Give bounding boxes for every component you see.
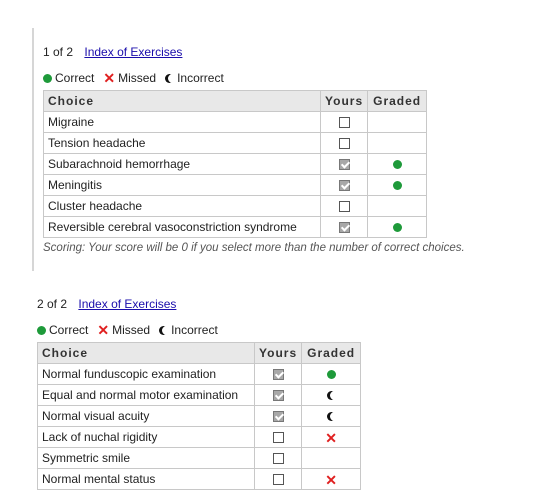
legend-missed — [103, 70, 156, 86]
unchecked-checkbox[interactable] — [339, 117, 350, 128]
column-header-choice: Choice — [44, 91, 321, 112]
correct-dot-icon — [393, 160, 402, 169]
yours-cell — [255, 427, 302, 448]
legend-correct — [37, 322, 88, 338]
exercise-1-divider — [32, 28, 34, 271]
choice-label: Symmetric smile — [38, 448, 255, 469]
table-row — [44, 217, 427, 238]
table-row — [38, 406, 361, 427]
incorrect-moon-icon — [165, 74, 174, 83]
graded-cell — [368, 112, 427, 133]
legend-incorrect — [159, 322, 218, 338]
choice-label: Lack of nuchal rigidity — [38, 427, 255, 448]
table-row — [38, 364, 361, 385]
legend-correct-label: Correct — [49, 323, 89, 337]
index-of-exercises-link[interactable]: Index of Exercises — [84, 45, 183, 59]
column-header-choice: Choice — [38, 343, 255, 364]
table-body — [44, 112, 427, 238]
scoring-note: Scoring: Your score will be 0 if you select more than the number of correct choices. — [43, 242, 465, 254]
table-row — [44, 175, 427, 196]
checked-checkbox[interactable] — [339, 222, 350, 233]
choice-label: Subarachnoid hemorrhage — [44, 154, 321, 175]
unchecked-checkbox[interactable] — [273, 432, 284, 443]
missed-x-icon: ✕ — [325, 471, 337, 488]
choice-label: Equal and normal motor examination — [38, 385, 255, 406]
unchecked-checkbox[interactable] — [273, 474, 284, 485]
exercise-2 — [37, 296, 361, 490]
column-header-graded: Graded — [302, 343, 361, 364]
yours-cell — [255, 364, 302, 385]
legend-incorrect-label: Incorrect — [177, 71, 224, 85]
missed-x-icon: ✕ — [325, 429, 337, 446]
exercise-position: 2 of 2 — [37, 297, 68, 311]
incorrect-moon-icon — [159, 326, 168, 335]
legend-incorrect — [165, 70, 224, 86]
legend-missed — [97, 322, 150, 338]
correct-dot-icon — [37, 326, 46, 335]
column-header-yours: Yours — [321, 91, 368, 112]
incorrect-moon-icon — [327, 412, 336, 421]
choices-table — [37, 342, 361, 490]
exercise-header — [37, 296, 361, 312]
yours-cell — [321, 154, 368, 175]
choice-label: Normal funduscopic examination — [38, 364, 255, 385]
yours-cell — [321, 112, 368, 133]
exercise-header — [43, 44, 465, 60]
unchecked-checkbox[interactable] — [339, 201, 350, 212]
graded-cell — [368, 217, 427, 238]
yours-cell — [321, 175, 368, 196]
checked-checkbox[interactable] — [339, 159, 350, 170]
legend-incorrect-label: Incorrect — [171, 323, 218, 337]
table-row — [38, 427, 361, 448]
table-row — [44, 154, 427, 175]
choice-label: Tension headache — [44, 133, 321, 154]
yours-cell — [255, 406, 302, 427]
graded-cell — [302, 364, 361, 385]
graded-cell — [302, 385, 361, 406]
incorrect-moon-icon — [327, 391, 336, 400]
yours-cell — [321, 217, 368, 238]
table-header-row — [38, 343, 361, 364]
table-row — [44, 133, 427, 154]
index-of-exercises-link[interactable]: Index of Exercises — [78, 297, 177, 311]
checked-checkbox[interactable] — [273, 369, 284, 380]
legend — [43, 70, 465, 86]
missed-x-icon: ✕ — [103, 70, 116, 86]
correct-dot-icon — [43, 74, 52, 83]
yours-cell — [321, 196, 368, 217]
correct-dot-icon — [327, 370, 336, 379]
column-header-graded: Graded — [368, 91, 427, 112]
table-row — [44, 196, 427, 217]
checked-checkbox[interactable] — [273, 390, 284, 401]
table-body — [38, 364, 361, 490]
choice-label: Cluster headache — [44, 196, 321, 217]
graded-cell — [302, 448, 361, 469]
choice-label: Migraine — [44, 112, 321, 133]
table-row — [38, 385, 361, 406]
graded-cell — [368, 175, 427, 196]
legend-correct-label: Correct — [55, 71, 95, 85]
exercise-position: 1 of 2 — [43, 45, 74, 59]
graded-cell — [302, 469, 361, 490]
graded-cell — [368, 133, 427, 154]
choices-table — [43, 90, 427, 238]
choice-label: Normal mental status — [38, 469, 255, 490]
choice-label: Normal visual acuity — [38, 406, 255, 427]
exercise-1 — [43, 44, 465, 254]
missed-x-icon: ✕ — [97, 322, 110, 338]
yours-cell — [255, 448, 302, 469]
table-row — [44, 112, 427, 133]
legend-missed-label: Missed — [118, 71, 157, 85]
column-header-yours: Yours — [255, 343, 302, 364]
graded-cell — [302, 406, 361, 427]
graded-cell — [302, 427, 361, 448]
yours-cell — [255, 385, 302, 406]
checked-checkbox[interactable] — [339, 180, 350, 191]
yours-cell — [321, 133, 368, 154]
legend-correct — [43, 70, 94, 86]
graded-cell — [368, 154, 427, 175]
correct-dot-icon — [393, 223, 402, 232]
unchecked-checkbox[interactable] — [339, 138, 350, 149]
table-row — [38, 448, 361, 469]
unchecked-checkbox[interactable] — [273, 453, 284, 464]
choice-label: Meningitis — [44, 175, 321, 196]
legend-missed-label: Missed — [112, 323, 151, 337]
legend — [37, 322, 361, 338]
table-header-row — [44, 91, 427, 112]
yours-cell — [255, 469, 302, 490]
graded-cell — [368, 196, 427, 217]
table-row — [38, 469, 361, 490]
checked-checkbox[interactable] — [273, 411, 284, 422]
correct-dot-icon — [393, 181, 402, 190]
choice-label: Reversible cerebral vasoconstriction syndrome — [44, 217, 321, 238]
